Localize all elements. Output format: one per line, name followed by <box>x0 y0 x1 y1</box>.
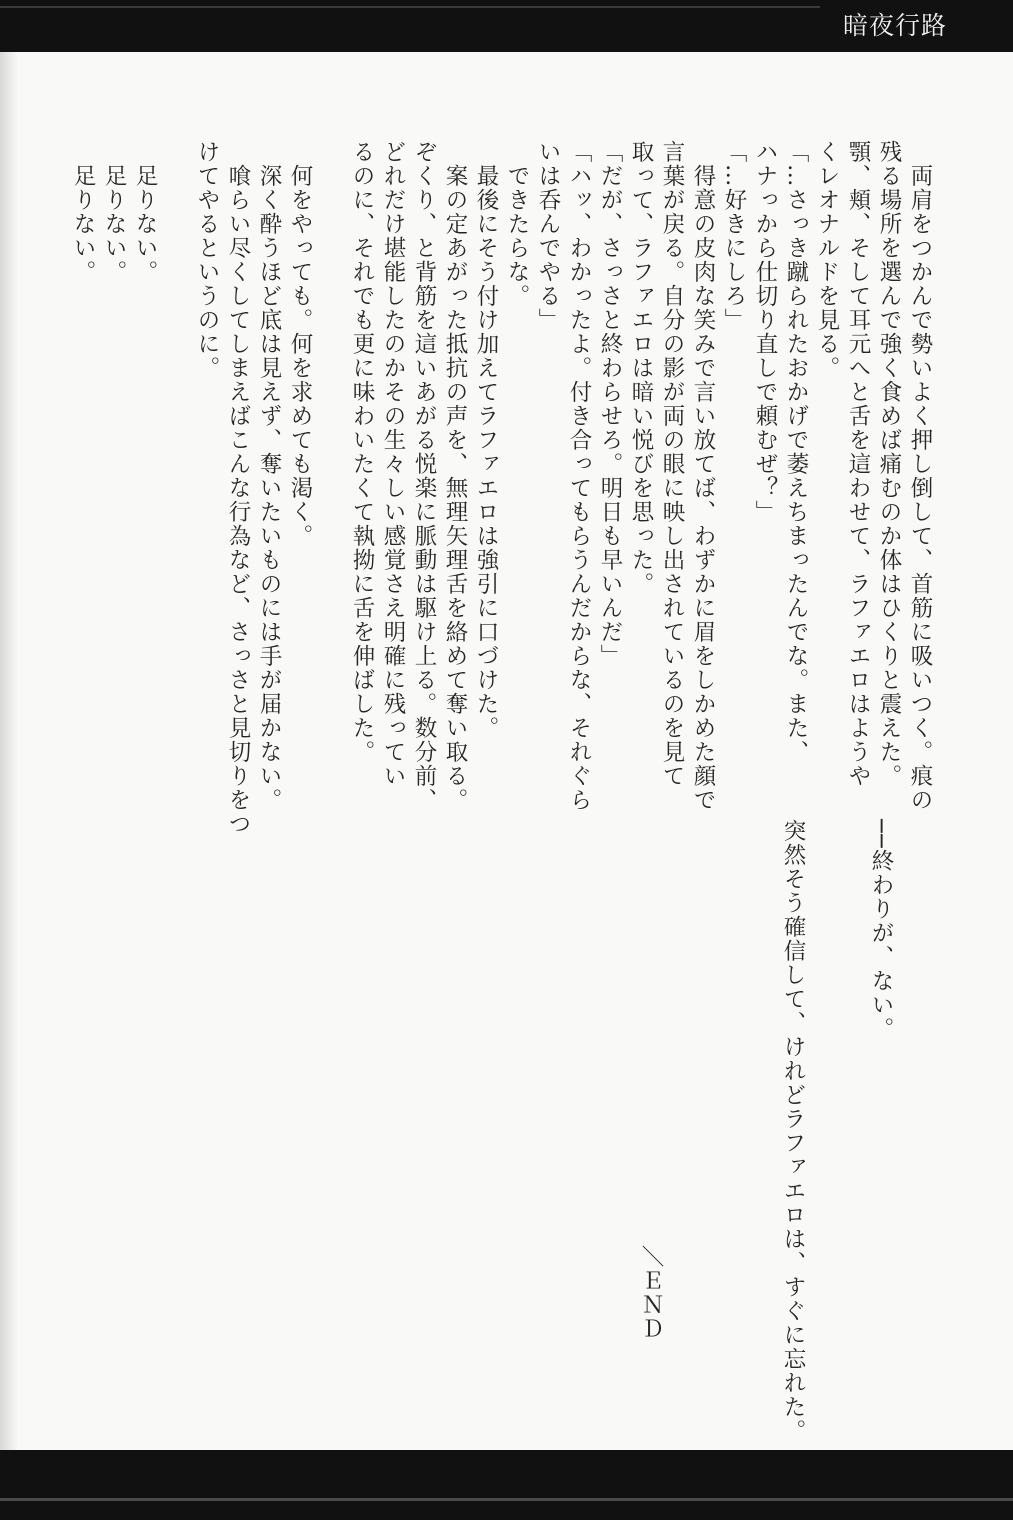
text-column: 足りない。 <box>101 140 127 284</box>
footer-bar <box>0 1450 1013 1520</box>
text-column: 「…好きにしろ」 <box>721 140 747 332</box>
text-column: 両肩をつかんで勢いよく押し倒して、首筋に吸いつく。痕の <box>907 140 933 812</box>
text-column: 深く酔うほど底は見えず、奪いたいものには手が届かない。 <box>256 140 282 812</box>
end-mark: ＼ＥＮＤ <box>638 1245 664 1341</box>
text-column: 顎、頬、そして耳元へと舌を這わせて、ラファエロはようや <box>845 140 871 788</box>
footer-rule <box>0 1498 1013 1501</box>
text-column: るのに、それでも更に味わいたくて執拗に舌を伸ばした。 <box>349 140 375 764</box>
text-column: 「だが、さっさと終わらせろ。明日も早いんだ」 <box>597 140 623 668</box>
text-column: できたらな。 <box>504 140 530 308</box>
text-column: 喰らい尽くしてしまえばこんな行為など、さっさと見切りをつ <box>225 140 251 836</box>
text-column: 足りない。 <box>132 140 158 284</box>
text-column: 残る場所を選んで強く食めば痛むのか体はひくりと震えた。 <box>876 140 902 788</box>
text-column: 最後にそう付け加えてラファエロは強引に口づけた。 <box>473 140 499 740</box>
text-column: 案の定あがった抵抗の声を、無理矢理舌を絡めて奪い取る。 <box>442 140 468 812</box>
text-column: ぞくり、と背筋を這いあがる悦楽に脈動は駆け上る。数分前、 <box>411 140 437 812</box>
page-gutter-shadow <box>0 0 18 1520</box>
text-column: 突然そう確信して、けれどラファエロは、すぐに忘れた。 <box>780 795 806 1443</box>
text-column: ──終わりが、ない。 <box>868 795 894 1042</box>
header-bar <box>0 0 1013 52</box>
text-column: けてやるというのに。 <box>194 140 220 380</box>
text-column: くレオナルドを見る。 <box>814 140 840 380</box>
header-rule <box>0 6 820 8</box>
text-column: 取って、ラファエロは暗い悦びを思った。 <box>628 140 654 596</box>
text-column: いは呑んでやる」 <box>535 140 561 332</box>
text-column: 得意の皮肉な笑みで言い放てば、わずかに眉をしかめた顔で <box>690 140 716 812</box>
page-title: 暗夜行路 <box>842 11 947 40</box>
text-column: 「…さっき蹴られたおかげで萎えちまったんでな。また、 <box>783 140 809 764</box>
text-column: 「ハッ、わかったよ。付き合ってもらうんだからな、それぐら <box>566 140 592 812</box>
text-column: 何をやっても。何を求めても渇く。 <box>287 140 313 548</box>
text-column: 足りない。 <box>70 140 96 284</box>
text-column: 言葉が戻る。自分の影が両の眼に映し出されているのを見て <box>659 140 685 788</box>
text-column: どれだけ堪能したのかその生々しい感覚さえ明確に残ってい <box>380 140 406 788</box>
text-column: ハナっから仕切り直しで頼むぜ？」 <box>752 140 778 524</box>
